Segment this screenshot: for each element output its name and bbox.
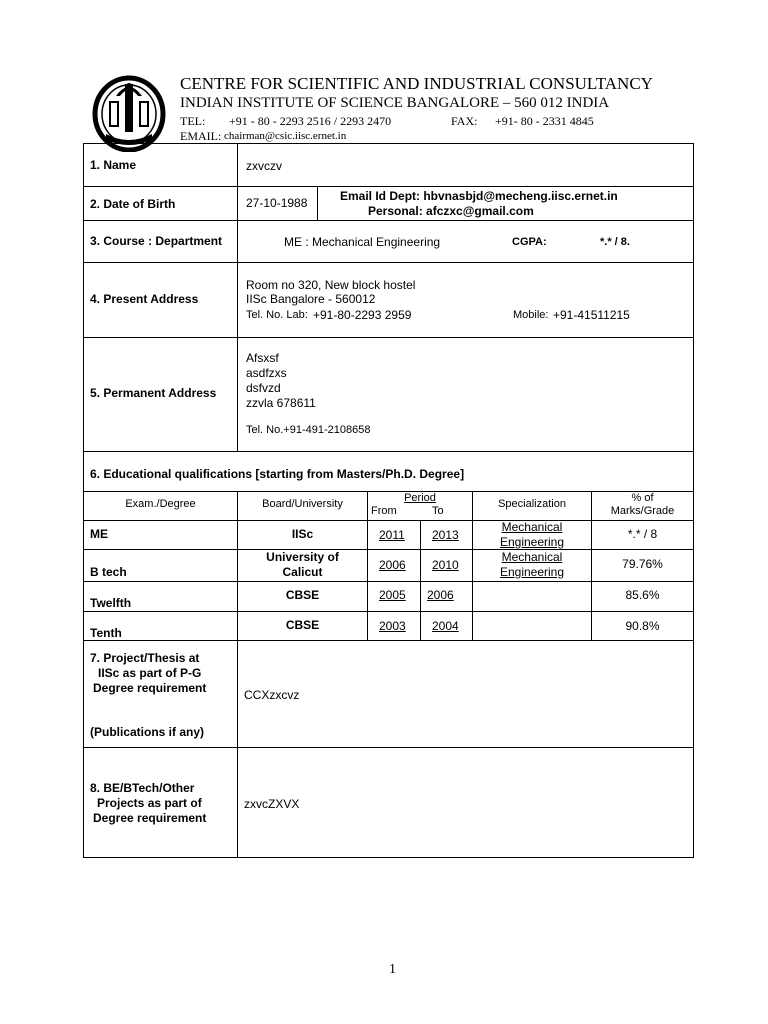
edu-marks: 79.76%	[622, 557, 663, 571]
cgpa-value: *.* / 8.	[600, 236, 630, 248]
fax-label: FAX:	[451, 114, 478, 128]
fax-value: +91- 80 - 2331 4845	[495, 114, 594, 128]
edu-marks: 90.8%	[625, 619, 660, 633]
edu-to: 2013	[432, 528, 459, 542]
edu-exam: B tech	[90, 565, 127, 579]
mobile-value: +91-41511215	[553, 308, 630, 322]
project-value: CCXzxcvz	[244, 688, 300, 702]
permanent-address-label: 5. Permanent Address	[90, 386, 217, 400]
email-dept: Email Id Dept: hbvnasbjd@mecheng.iisc.ernet.in	[340, 189, 618, 203]
edu-to: 2006	[427, 588, 454, 602]
present-tel-label: Tel. No. Lab:	[246, 309, 308, 321]
email-label: EMAIL:	[180, 129, 222, 143]
edu-from: 2005	[379, 588, 406, 602]
present-address-line1: Room no 320, New block hostel	[246, 278, 416, 292]
edu-from: 2011	[379, 528, 405, 542]
edu-exam: Tenth	[90, 626, 122, 640]
project-label-2: IISc as part of P-G	[98, 666, 202, 680]
permanent-address-line1: Afsxsf	[246, 351, 279, 365]
be-projects-label-3: Degree requirement	[93, 811, 207, 825]
course-label: 3. Course : Department	[90, 234, 223, 248]
permanent-address-line3: dsfvzd	[246, 381, 281, 395]
email-value: chairman@csic.iisc.ernet.in	[224, 130, 347, 142]
publications-label: (Publications if any)	[90, 725, 205, 739]
name-value: zxvczv	[246, 159, 282, 173]
edu-from: 2006	[379, 558, 406, 572]
edu-spec-1: Mechanical	[501, 550, 563, 564]
permanent-address-line2: asdfzxs	[246, 366, 287, 380]
edu-header-exam: Exam./Degree	[125, 498, 196, 510]
dob-label: 2. Date of Birth	[90, 197, 176, 211]
iisc-logo	[92, 74, 166, 152]
be-projects-value: zxvcZXVX	[244, 797, 300, 811]
name-label: 1. Name	[90, 158, 137, 172]
present-tel-value: +91-80-2293 2959	[313, 308, 412, 322]
email-personal: Personal: afczxc@gmail.com	[368, 204, 534, 218]
page-number: 1	[389, 962, 396, 977]
edu-header-marks-1: % of	[631, 492, 654, 504]
edu-header-spec: Specialization	[498, 498, 566, 510]
project-label-3: Degree requirement	[93, 681, 207, 695]
edu-spec-2: Engineering	[499, 565, 565, 579]
edu-header-marks-2: Marks/Grade	[610, 505, 675, 517]
institute-name: INDIAN INSTITUTE OF SCIENCE BANGALORE – 560 012 INDIA	[180, 95, 610, 111]
dob-value: 27-10-1988	[246, 196, 308, 210]
project-label-1: 7. Project/Thesis at	[90, 651, 200, 665]
course-value: ME : Mechanical Engineering	[284, 235, 441, 249]
mobile-label: Mobile:	[513, 309, 549, 321]
edu-header-to: To	[432, 505, 444, 517]
permanent-tel: Tel. No.+91-491-2108658	[246, 424, 371, 436]
edu-spec-2: Engineering	[499, 535, 565, 549]
edu-board: CBSE	[285, 618, 320, 632]
edu-header-period: Period	[404, 492, 436, 504]
be-projects-label-2: Projects as part of	[97, 796, 202, 810]
tel-value: +91 - 80 - 2293 2516 / 2293 2470	[229, 114, 392, 128]
present-address-line2: IISc Bangalore - 560012	[246, 292, 376, 306]
edu-from: 2003	[379, 619, 406, 633]
edu-marks: 85.6%	[625, 588, 660, 602]
edu-board: CBSE	[285, 588, 320, 602]
edu-board-2: Calicut	[282, 565, 323, 579]
edu-exam: ME	[90, 527, 108, 541]
cgpa-label: CGPA:	[512, 236, 547, 248]
tel-label: TEL:	[180, 114, 206, 128]
present-address-label: 4. Present Address	[90, 292, 199, 306]
org-title: CENTRE FOR SCIENTIFIC AND INDUSTRIAL CONSULTANCY	[180, 74, 653, 93]
edu-to: 2004	[432, 619, 459, 633]
be-projects-label-1: 8. BE/BTech/Other	[90, 781, 195, 795]
edu-board: IISc	[291, 527, 314, 541]
edu-header-board: Board/University	[262, 498, 343, 510]
edu-marks: *.* / 8	[627, 527, 658, 541]
education-title: 6. Educational qualifications [starting from Masters/Ph.D. Degree]	[90, 467, 465, 481]
edu-spec-1: Mechanical	[501, 520, 563, 534]
edu-board-1: University of	[266, 550, 339, 564]
edu-header-from: From	[371, 505, 397, 517]
edu-exam: Twelfth	[90, 596, 132, 610]
edu-to: 2010	[432, 558, 459, 572]
permanent-address-line4: zzvla 678611	[246, 396, 316, 410]
